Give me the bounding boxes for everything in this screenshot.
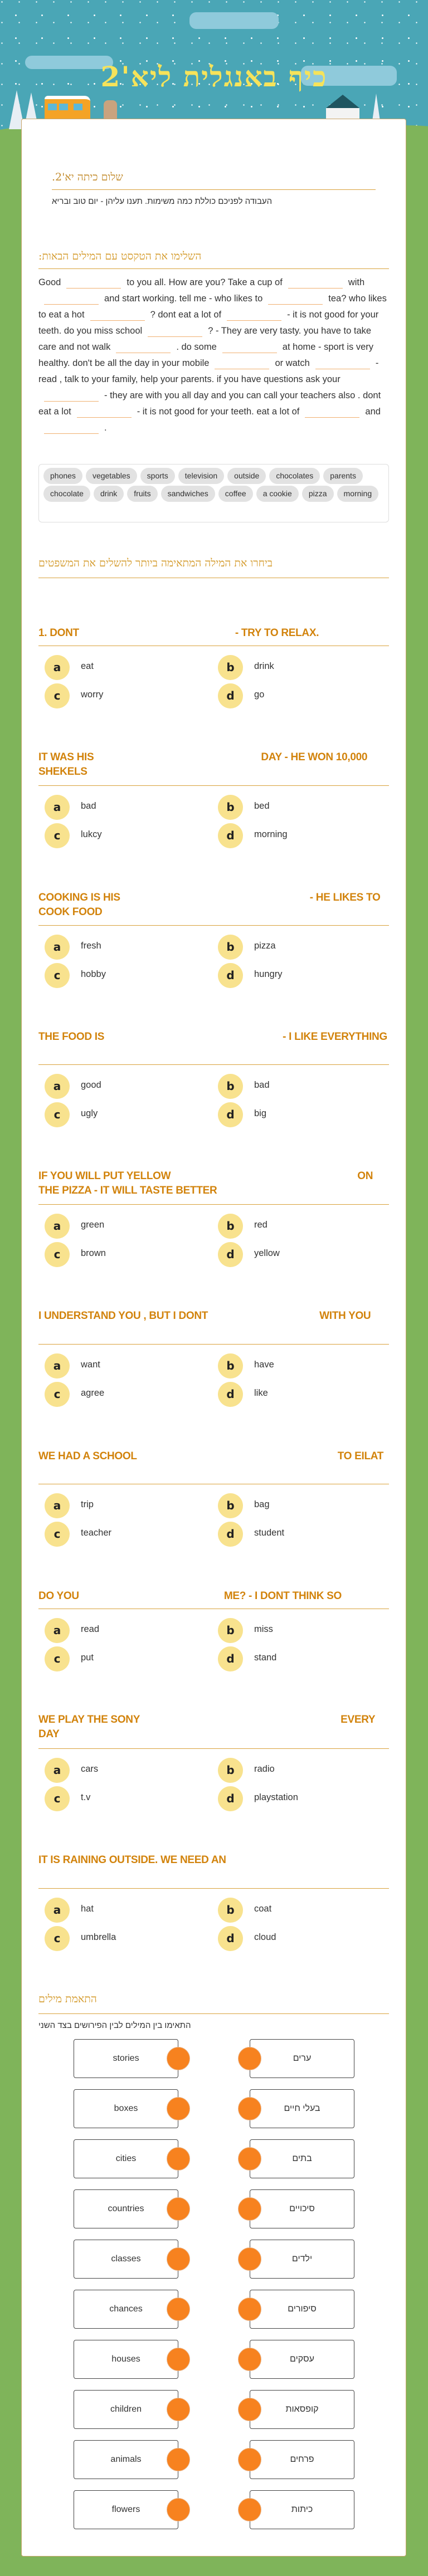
paragraph-text: - it is not good for your teeth. eat a lot of xyxy=(137,407,300,417)
match-word-card[interactable]: chances xyxy=(74,2290,178,2329)
greeting-title: שלום כיתה יא'2. xyxy=(52,171,123,183)
question-title xyxy=(38,1169,389,1198)
word-chip[interactable]: outside xyxy=(227,468,266,484)
word-chip[interactable]: coffee xyxy=(218,486,253,502)
option-a-button[interactable]: a xyxy=(45,1493,70,1518)
option-a-button[interactable]: a xyxy=(45,1758,70,1783)
option-label[interactable]: read xyxy=(81,1624,100,1634)
match-connector-dot[interactable] xyxy=(167,2097,190,2120)
option-b-button[interactable]: b xyxy=(218,1353,243,1379)
match-connector-dot[interactable] xyxy=(238,2197,261,2221)
question-blank xyxy=(226,1858,338,1863)
paragraph-text: ? - They are very tasty. you have to take care and not walk xyxy=(38,326,372,352)
word-chip[interactable]: chocolates xyxy=(269,468,320,484)
question-text-after: DAY - HE WON 10,000 SHEKELS xyxy=(38,751,368,778)
match-connector-dot[interactable] xyxy=(167,2398,190,2421)
match-translation-card[interactable]: עסקים xyxy=(250,2340,354,2379)
word-chip[interactable]: sandwiches xyxy=(161,486,215,502)
option-c-button[interactable]: c xyxy=(45,1926,70,1951)
option-label[interactable]: drink xyxy=(254,661,274,671)
divider xyxy=(52,189,376,190)
match-translation-card[interactable]: ילדים xyxy=(250,2240,354,2279)
option-d-button[interactable]: d xyxy=(218,683,243,708)
blank-input[interactable] xyxy=(77,407,132,418)
option-d-button[interactable]: d xyxy=(218,823,243,848)
blank-input[interactable] xyxy=(315,359,370,369)
option-c-button[interactable]: c xyxy=(45,1522,70,1547)
paragraph-text: - read , talk to your family, help your parents. if you have questions ask your xyxy=(38,358,379,384)
match-word-card[interactable]: children xyxy=(74,2390,178,2429)
blank-input[interactable] xyxy=(116,343,171,353)
paragraph-text: and start working. tell me - who likes to xyxy=(104,294,263,304)
option-d-button[interactable]: d xyxy=(218,1926,243,1951)
divider xyxy=(38,785,389,786)
option-label[interactable]: put xyxy=(81,1653,94,1663)
match-word-card[interactable]: boxes xyxy=(74,2089,178,2128)
option-label[interactable]: like xyxy=(254,1388,268,1398)
option-c-button[interactable]: c xyxy=(45,683,70,708)
option-label[interactable]: lukcy xyxy=(81,829,102,839)
fill-in-heading: השלימו את הטקסט עם המילים הבאות: xyxy=(38,250,202,262)
blank-input[interactable] xyxy=(222,343,277,353)
option-label[interactable]: morning xyxy=(254,829,288,839)
match-connector-dot[interactable] xyxy=(167,2498,190,2521)
option-label[interactable]: eat xyxy=(81,661,94,671)
word-chip[interactable]: drink xyxy=(94,486,124,502)
match-word-card[interactable]: cities xyxy=(74,2139,178,2178)
divider xyxy=(38,1204,389,1205)
blank-input[interactable] xyxy=(44,391,99,402)
option-label[interactable]: big xyxy=(254,1108,267,1118)
question-title xyxy=(38,1030,389,1044)
option-label[interactable]: pizza xyxy=(254,941,276,951)
match-connector-dot[interactable] xyxy=(167,2247,190,2271)
option-c-button[interactable]: c xyxy=(45,1646,70,1671)
divider xyxy=(38,925,389,926)
word-chip[interactable]: phones xyxy=(43,468,82,484)
match-translation-card[interactable]: בתים xyxy=(250,2139,354,2178)
option-label[interactable]: want xyxy=(81,1360,100,1370)
option-label[interactable]: bed xyxy=(254,801,270,811)
option-label[interactable]: yellow xyxy=(254,1248,280,1258)
paragraph-text: at home - sport is very healthy. don't be all the day in your mobile xyxy=(38,342,374,368)
question-text-before: COOKING IS HIS xyxy=(38,892,120,903)
option-label[interactable]: t.v xyxy=(81,1792,91,1802)
option-label[interactable]: radio xyxy=(254,1764,275,1774)
option-label[interactable]: hat xyxy=(81,1904,94,1914)
question-blank xyxy=(94,755,261,760)
divider xyxy=(38,1344,389,1345)
paragraph-text: to you all. How are you? Take a cup of xyxy=(127,277,283,287)
header-banner xyxy=(0,0,428,134)
option-d-button[interactable]: d xyxy=(218,1786,243,1811)
word-chip[interactable]: pizza xyxy=(302,486,334,502)
word-chip[interactable]: a cookie xyxy=(256,486,299,502)
question-text-after: ON THE PIZZA - IT WILL TASTE BETTER xyxy=(38,1170,373,1196)
word-chip[interactable]: fruits xyxy=(127,486,157,502)
option-c-button[interactable]: c xyxy=(45,1242,70,1267)
option-label[interactable]: agree xyxy=(81,1388,105,1398)
option-c-button[interactable]: c xyxy=(45,1382,70,1407)
option-label[interactable]: teacher xyxy=(81,1528,112,1538)
option-d-button[interactable]: d xyxy=(218,1646,243,1671)
question-title xyxy=(38,1853,389,1868)
question-title xyxy=(38,750,389,779)
option-label[interactable]: cloud xyxy=(254,1932,276,1942)
word-chip[interactable]: television xyxy=(178,468,224,484)
option-b-button[interactable]: b xyxy=(218,1758,243,1783)
option-a-button[interactable]: a xyxy=(45,795,70,820)
option-label[interactable]: bag xyxy=(254,1499,270,1509)
option-label[interactable]: brown xyxy=(81,1248,106,1258)
match-connector-dot[interactable] xyxy=(167,2197,190,2221)
paragraph-text: - they are with you all day and you can call your teachers also . dont eat a lot xyxy=(38,390,381,417)
match-connector-dot[interactable] xyxy=(167,2147,190,2171)
question-blank xyxy=(171,1174,357,1179)
option-label[interactable]: fresh xyxy=(81,941,101,951)
blank-input[interactable] xyxy=(148,326,202,337)
option-a-button[interactable]: a xyxy=(45,1214,70,1239)
blank-input[interactable] xyxy=(90,310,145,321)
question-title xyxy=(38,891,389,920)
match-connector-dot[interactable] xyxy=(238,2348,261,2371)
blank-input[interactable] xyxy=(227,310,281,321)
question-text-before: IT IS RAINING OUTSIDE. WE NEED AN xyxy=(38,1854,226,1866)
multiple-choice-heading: ביחרו את המילה המתאימה ביותר להשלים את המשפטים xyxy=(38,557,273,569)
option-label[interactable]: miss xyxy=(254,1624,273,1634)
house-icon xyxy=(320,95,365,120)
match-word-card[interactable]: countries xyxy=(74,2189,178,2228)
option-b-button[interactable]: b xyxy=(218,655,243,680)
option-label[interactable]: umbrella xyxy=(81,1932,116,1942)
option-label[interactable]: good xyxy=(81,1080,101,1090)
option-d-button[interactable]: d xyxy=(218,1242,243,1267)
question-blank xyxy=(137,1454,338,1459)
match-connector-dot[interactable] xyxy=(167,2348,190,2371)
match-connector-dot[interactable] xyxy=(238,2498,261,2521)
option-label[interactable]: stand xyxy=(254,1653,277,1663)
blank-input[interactable] xyxy=(215,359,269,369)
paragraph-text: . xyxy=(104,423,107,433)
word-bank xyxy=(38,464,389,522)
match-translation-card[interactable]: סיכויים xyxy=(250,2189,354,2228)
fill-in-paragraph xyxy=(38,275,389,436)
paragraph-text: - it is not good for your teeth. do you miss school xyxy=(38,310,379,336)
match-translation-card[interactable]: פרחים xyxy=(250,2440,354,2479)
match-word-card[interactable]: houses xyxy=(74,2340,178,2379)
question-text-before: IF YOU WILL PUT YELLOW xyxy=(38,1170,171,1182)
match-connector-dot[interactable] xyxy=(238,2097,261,2120)
paragraph-text: and xyxy=(365,407,381,417)
option-c-button[interactable]: c xyxy=(45,1786,70,1811)
paragraph-text: Good xyxy=(38,277,61,287)
question-text-after: - TRY TO RELAX. xyxy=(235,627,319,639)
question-title xyxy=(38,1713,389,1742)
question-text-before: WE PLAY THE SONY xyxy=(38,1714,140,1726)
question-text-before: IT WAS HIS xyxy=(38,751,94,763)
divider xyxy=(38,268,389,269)
option-b-button[interactable]: b xyxy=(218,1074,243,1099)
blank-input[interactable] xyxy=(44,294,99,305)
option-a-button[interactable]: a xyxy=(45,935,70,960)
match-word-card[interactable]: classes xyxy=(74,2240,178,2279)
cloud-icon xyxy=(189,12,279,29)
question-blank xyxy=(104,1034,283,1040)
option-label[interactable]: coat xyxy=(254,1904,272,1914)
match-translation-card[interactable]: קופסאות xyxy=(250,2390,354,2429)
word-chip[interactable]: chocolate xyxy=(43,486,90,502)
option-b-button[interactable]: b xyxy=(218,795,243,820)
paragraph-text: tea? who likes to eat a hot xyxy=(38,294,387,320)
reindeer-icon xyxy=(104,100,117,119)
option-b-button[interactable]: b xyxy=(218,1214,243,1239)
match-word-card[interactable]: animals xyxy=(74,2440,178,2479)
option-a-button[interactable]: a xyxy=(45,1898,70,1923)
match-connector-dot[interactable] xyxy=(167,2298,190,2321)
option-b-button[interactable]: b xyxy=(218,1493,243,1518)
question-blank xyxy=(79,630,235,636)
option-label[interactable]: hungry xyxy=(254,969,283,979)
word-chip[interactable]: vegetables xyxy=(86,468,137,484)
question-blank xyxy=(120,895,310,901)
match-connector-dot[interactable] xyxy=(238,2398,261,2421)
question-text-before: I UNDERSTAND YOU , BUT I DONT xyxy=(38,1310,208,1322)
word-chip[interactable]: sports xyxy=(140,468,175,484)
option-label[interactable]: playstation xyxy=(254,1792,298,1802)
option-b-button[interactable]: b xyxy=(218,935,243,960)
match-word-card[interactable]: stories xyxy=(74,2039,178,2078)
question-title xyxy=(38,1309,389,1323)
question-text-before: DO YOU xyxy=(38,1590,79,1602)
blank-input[interactable] xyxy=(66,278,121,289)
blank-input[interactable] xyxy=(44,423,99,434)
match-connector-dot[interactable] xyxy=(167,2047,190,2070)
option-b-button[interactable]: b xyxy=(218,1618,243,1643)
matching-instruction: התאימו בין המילים לבין הפירושים בצד השני xyxy=(38,2021,191,2030)
greeting-subtitle: העבודה לפניכם כוללת כמה משימות. תענו עליהן - יום טוב ובריא xyxy=(52,197,273,206)
question-title xyxy=(38,626,389,641)
option-d-button[interactable]: d xyxy=(218,963,243,988)
question-blank xyxy=(79,1593,224,1599)
question-text-after: WITH YOU xyxy=(319,1310,371,1322)
question-text-after: - I LIKE EVERYTHING xyxy=(283,1031,387,1043)
option-b-button[interactable]: b xyxy=(218,1898,243,1923)
option-c-button[interactable]: c xyxy=(45,963,70,988)
match-connector-dot[interactable] xyxy=(238,2247,261,2271)
paragraph-text: with xyxy=(348,277,365,287)
option-a-button[interactable]: a xyxy=(45,655,70,680)
divider xyxy=(38,1888,389,1889)
option-d-button[interactable]: d xyxy=(218,1102,243,1127)
option-label[interactable]: green xyxy=(81,1220,105,1230)
match-connector-dot[interactable] xyxy=(238,2047,261,2070)
paragraph-text: or watch xyxy=(275,358,310,368)
match-connector-dot[interactable] xyxy=(238,2448,261,2471)
option-label[interactable]: student xyxy=(254,1528,285,1538)
option-label[interactable]: have xyxy=(254,1360,274,1370)
question-text-before: 1. DONT xyxy=(38,627,79,639)
question-text-before: THE FOOD IS xyxy=(38,1031,105,1043)
paragraph-text: ? dont eat a lot of xyxy=(150,310,222,320)
blank-input[interactable] xyxy=(305,407,359,418)
match-translation-card[interactable]: ערים xyxy=(250,2039,354,2078)
divider xyxy=(38,1064,389,1065)
page-title: כיף באנגלית ליא'2 xyxy=(100,60,328,93)
question-title xyxy=(38,1589,389,1604)
option-label[interactable]: ugly xyxy=(81,1108,98,1118)
question-text-before: WE HAD A SCHOOL xyxy=(38,1450,137,1462)
matching-heading: התאמת מילים xyxy=(38,1993,97,2005)
option-label[interactable]: bad xyxy=(254,1080,270,1090)
option-label[interactable]: red xyxy=(254,1220,268,1230)
word-chip[interactable]: parents xyxy=(323,468,363,484)
question-text-after: - HE LIKES TO COOK FOOD xyxy=(38,892,381,918)
match-connector-dot[interactable] xyxy=(167,2448,190,2471)
blank-input[interactable] xyxy=(268,294,323,305)
question-blank xyxy=(140,1717,341,1723)
option-c-button[interactable]: c xyxy=(45,1102,70,1127)
question-title xyxy=(38,1449,389,1464)
option-label[interactable]: hobby xyxy=(81,969,106,979)
word-chip[interactable]: morning xyxy=(337,486,379,502)
option-c-button[interactable]: c xyxy=(45,823,70,848)
match-translation-card[interactable]: סיפורים xyxy=(250,2290,354,2329)
option-a-button[interactable]: a xyxy=(45,1618,70,1643)
paragraph-text: . do some xyxy=(176,342,217,352)
option-a-button[interactable]: a xyxy=(45,1353,70,1379)
match-translation-card[interactable]: בעלי חיים xyxy=(250,2089,354,2128)
option-a-button[interactable]: a xyxy=(45,1074,70,1099)
match-translation-card[interactable]: כיתות xyxy=(250,2490,354,2529)
match-word-card[interactable]: flowers xyxy=(74,2490,178,2529)
question-text-after: EVERY DAY xyxy=(38,1714,375,1740)
match-connector-dot[interactable] xyxy=(238,2298,261,2321)
question-blank xyxy=(208,1313,319,1319)
option-label[interactable]: go xyxy=(254,690,265,700)
blank-input[interactable] xyxy=(288,278,343,289)
question-text-after: ME? - I DONT THINK SO xyxy=(223,1590,342,1602)
option-d-button[interactable]: d xyxy=(218,1522,243,1547)
divider xyxy=(38,1748,389,1749)
match-connector-dot[interactable] xyxy=(238,2147,261,2171)
option-label[interactable]: worry xyxy=(81,690,104,700)
option-d-button[interactable]: d xyxy=(218,1382,243,1407)
option-label[interactable]: cars xyxy=(81,1764,99,1774)
option-label[interactable]: bad xyxy=(81,801,96,811)
question-text-after: TO EILAT xyxy=(337,1450,384,1462)
divider xyxy=(38,2013,389,2014)
option-label[interactable]: trip xyxy=(81,1499,94,1509)
